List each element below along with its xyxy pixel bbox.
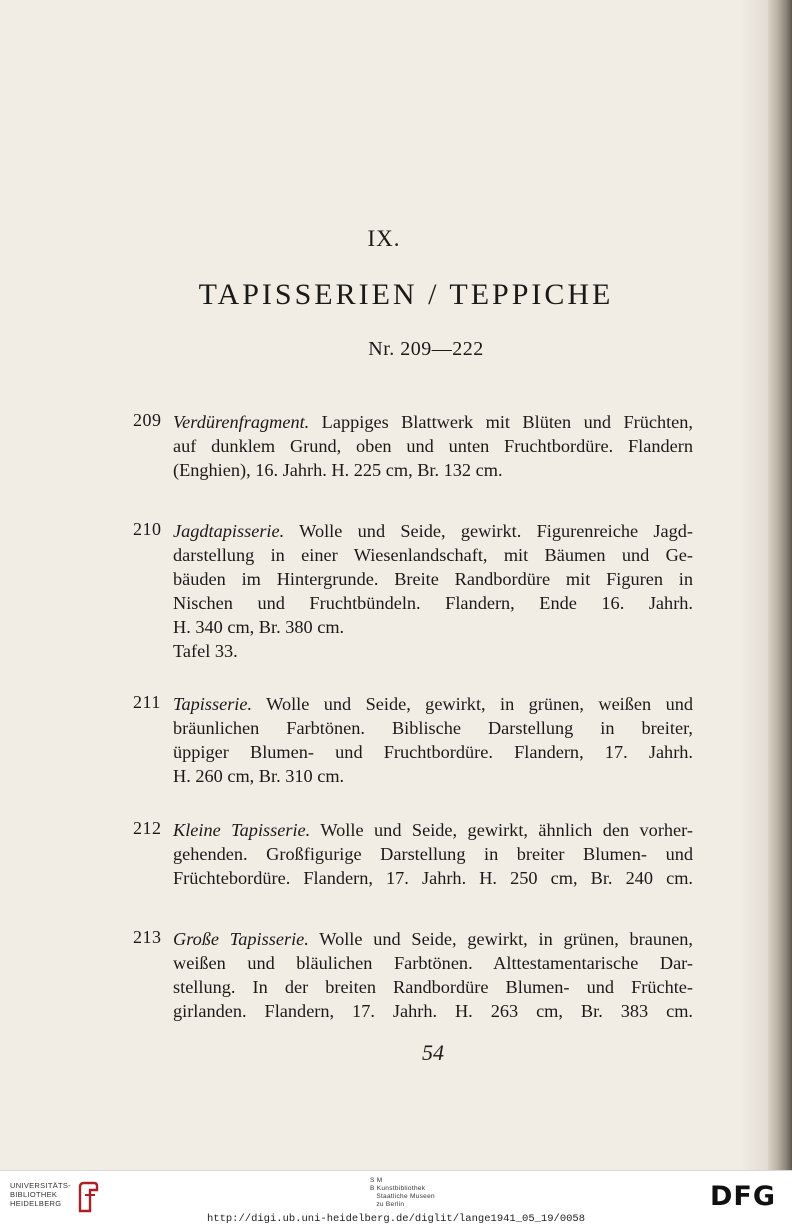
viewer-footer	[0, 1170, 792, 1227]
entry-line: H. 260 cm, Br. 310 cm.	[173, 766, 345, 786]
dfg-logo-text: DFG	[709, 1181, 777, 1209]
entry-line: gehenden. Großfigurige Darstellung in breiter Blumen- und	[173, 844, 693, 864]
entry-number: 212	[133, 818, 162, 838]
entry-line: bräunlichen Farbtönen. Biblische Darstellung in breiter,	[173, 718, 693, 738]
catalogue-range: Nr. 209—222	[368, 338, 484, 360]
entry-title: Kleine Tapisserie.	[173, 820, 311, 840]
heidelberg-university-library-logo[interactable]	[10, 1181, 100, 1213]
entry-line: Jagdtapisserie. Wolle und Seide, gewirkt. Figurenreiche Jagd-	[173, 521, 693, 541]
entry-line: Verdürenfragment. Lappiges Blattwerk mit Blüten und Früchten,	[173, 412, 693, 432]
entry-line: weißen und bläulichen Farbtönen. Alttestamentarische Dar-	[173, 953, 693, 973]
university-library-name: UNIVERSITÄTS- BIBLIOTHEK HEIDELBERG	[10, 1181, 71, 1208]
entry-line: Große Tapisserie. Wolle und Seide, gewirkt, in grünen, braunen,	[173, 929, 693, 949]
heidelberg-lion-icon	[76, 1181, 100, 1213]
entry-number: 211	[133, 692, 161, 712]
entry-line: Kleine Tapisserie. Wolle und Seide, gewirkt, ähnlich den vorher-	[173, 820, 693, 840]
entry-line: girlanden. Flandern, 17. Jahrh. H. 263 cm, Br. 383 cm.	[173, 1001, 693, 1021]
book-binding-edge	[768, 0, 792, 1170]
entry-line: bäuden im Hintergrunde. Breite Randbordüre mit Figuren in	[173, 569, 693, 589]
entry-title: Große Tapisserie.	[173, 929, 309, 949]
entry-line: auf dunklem Grund, oben und unten Fruchtbordüre. Flandern	[173, 436, 693, 456]
smb-kunstbibliothek-logo[interactable]	[370, 1177, 435, 1209]
entry-number: 209	[133, 410, 162, 430]
smb-text: S M B Kunstbibliothek Staatliche Museen zu Berlin	[370, 1177, 435, 1208]
entry-line: Früchtebordüre. Flandern, 17. Jahrh. H. 250 cm, Br. 240 cm.	[173, 868, 693, 888]
entry-title: Jagdtapisserie.	[173, 521, 285, 541]
dfg-logo-icon[interactable]	[702, 1181, 784, 1209]
entry-title: Verdürenfragment.	[173, 412, 310, 432]
entry-line: Nischen und Fruchtbündeln. Flandern, Ende 16. Jahrh.	[173, 593, 693, 613]
permalink-url[interactable]: http://digi.ub.uni-heidelberg.de/diglit/lange1941_05_19/0058	[206, 1213, 586, 1225]
entry-number: 213	[133, 927, 162, 947]
entry-line: (Enghien), 16. Jahrh. H. 225 cm, Br. 132 cm.	[173, 460, 503, 480]
entry-line: H. 340 cm, Br. 380 cm.	[173, 617, 345, 637]
page-number: 54	[422, 1040, 444, 1065]
page-gutter-shadow	[740, 0, 768, 1170]
chapter-title: TAPISSERIEN / TEPPICHE	[198, 278, 614, 311]
plate-reference: Tafel 33.	[173, 641, 238, 661]
entry-line: stellung. In der breiten Randbordüre Blumen- und Früchte-	[173, 977, 693, 997]
entry-line: Tapisserie. Wolle und Seide, gewirkt, in grünen, weißen und	[173, 694, 693, 714]
entry-line: üppiger Blumen- und Fruchtbordüre. Flandern, 17. Jahrh.	[173, 742, 693, 762]
chapter-number: IX.	[367, 226, 401, 251]
entry-number: 210	[133, 519, 162, 539]
entry-line: darstellung in einer Wiesenlandschaft, mit Bäumen und Ge-	[173, 545, 693, 565]
entry-title: Tapisserie.	[173, 694, 253, 714]
